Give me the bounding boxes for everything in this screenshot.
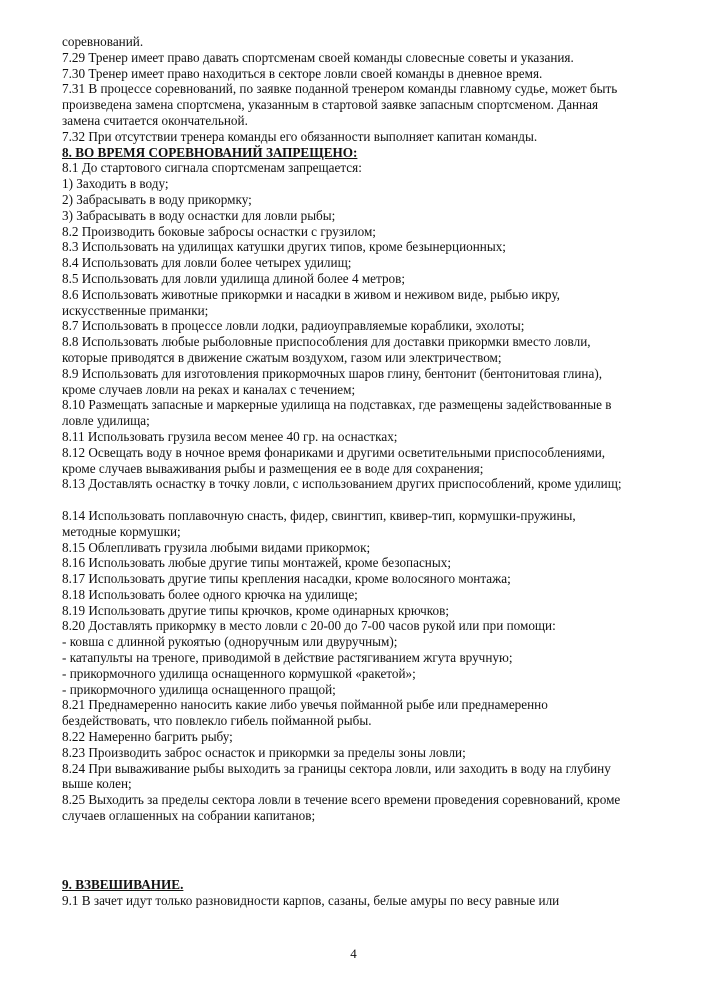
text-line: произведена замена спортсмена, указанным в стартовой заявке запасным спортсменом. Данная <box>62 97 599 113</box>
text-line: 8.12 Освещать воду в ночное время фонариками и другими осветительными приспособлениями, <box>62 444 606 460</box>
text-line: 7.30 Тренер имеет право находиться в секторе ловли своей команды в дневное время. <box>62 65 543 81</box>
document-body <box>62 34 682 908</box>
text-line: 1) Заходить в воду; <box>62 176 169 192</box>
section-8-items-part-2 <box>62 508 682 824</box>
text-line: искусственные приманки; <box>62 302 209 318</box>
text-line: 8.23 Производить заброс оснасток и прикормки за пределы зоны ловли; <box>62 744 466 760</box>
text-line: кроме случаев вываживания рыбы и размещения ее в воде для сохранения; <box>62 460 484 476</box>
text-line: 8.1 До стартового сигнала спортсменам запрещается: <box>62 160 362 176</box>
text-line: 8.6 Использовать животные прикормки и насадки в живом и неживом виде, рыбью икру, <box>62 286 560 302</box>
text-line: 7.31 В процессе соревнований, по заявке поданной тренером команды главному судье, может быть <box>62 81 618 97</box>
text-line: 8.13 Доставлять оснастку в точку ловли, с использованием других приспособлений, кроме удилищ; <box>62 476 622 492</box>
text-line: 8.5 Использовать для ловли удилища длиной более 4 метров; <box>62 270 406 286</box>
text-line: 8.7 Использовать в процессе ловли лодки, радиоуправляемые кораблики, эхолоты; <box>62 318 525 334</box>
section-9-heading: 9. ВЗВЕШИВАНИЕ. <box>62 876 184 892</box>
text-line: 8.8 Использовать любые рыболовные приспособления для доставки прикормки вместо ловли, <box>62 334 591 350</box>
text-line: 8.3 Использовать на удилищах катушки других типов, кроме безынерционных; <box>62 239 506 255</box>
text-line: 8.24 При вываживание рыбы выходить за границы сектора ловли, или заходить в воду на глубину <box>62 760 611 776</box>
text-line: 8.16 Использовать любые другие типы монтажей, кроме безопасных; <box>62 555 451 571</box>
section-8-heading: 8. ВО ВРЕМЯ СОРЕВНОВАНИЙ ЗАПРЕЩЕНО: <box>62 144 358 160</box>
text-line: 8.25 Выходить за пределы сектора ловли в течение всего времени проведения соревнований, кроме <box>62 792 621 808</box>
text-line: 8.15 Облепливать грузила любыми видами прикормок; <box>62 539 371 555</box>
text-line: 8.19 Использовать другие типы крючков, кроме одинарных крючков; <box>62 602 450 618</box>
text-line: 2) Забрасывать в воду прикормку; <box>62 191 252 207</box>
text-line: 8.10 Размещать запасные и маркерные удилища на подставках, где размещены задействованные в <box>62 397 612 413</box>
section-7-continuation <box>62 34 682 145</box>
text-line: 3) Забрасывать в воду оснастки для ловли рыбы; <box>62 207 336 223</box>
text-line: - ковша с длинной рукоятью (одноручным или двуручным); <box>62 634 398 650</box>
text-line: 8.2 Производить боковые забросы оснастки с грузилом; <box>62 223 376 239</box>
text-line: которые приводятся в движение сжатым воздухом, газом или электричеством; <box>62 349 502 365</box>
text-line: ловле удилища; <box>62 413 150 429</box>
text-line: 7.29 Тренер имеет право давать спортсменам своей команды словесные советы и указания. <box>62 49 574 65</box>
text-line: - прикормочного удилища оснащенного кормушкой «ракетой»; <box>62 665 416 681</box>
text-line: 8.22 Намеренно багрить рыбу; <box>62 729 233 745</box>
text-line: методные кормушки; <box>62 523 181 539</box>
text-line: - катапульты на треноге, приводимой в действие растягиванием жгута вручную; <box>62 650 513 666</box>
text-line: кроме случаев ловли на реках и каналах с течением; <box>62 381 356 397</box>
section-gap <box>62 824 682 877</box>
section-8-items-part-1 <box>62 160 682 492</box>
text-line: соревнований. <box>62 34 144 49</box>
text-line: выше колен; <box>62 776 132 792</box>
text-line: - прикормочного удилища оснащенного пращой; <box>62 681 336 697</box>
text-line: 8.11 Использовать грузила весом менее 40 гр. на оснастках; <box>62 428 398 444</box>
page-number: 4 <box>350 946 357 961</box>
paragraph-gap <box>62 492 682 508</box>
text-line: 9.1 В зачет идут только разновидности карпов, сазаны, белые амуры по весу равные или <box>62 892 560 908</box>
text-line: замена считается окончательной. <box>62 112 248 128</box>
text-line: 8.9 Использовать для изготовления прикормочных шаров глину, бентонит (бентонитовая глина), <box>62 365 603 381</box>
text-line: 8.18 Использовать более одного крючка на удилище; <box>62 586 358 602</box>
text-line: 7.32 При отсутствии тренера команды его обязанности выполняет капитан команды. <box>62 128 538 144</box>
text-line: бездействовать, что повлекло гибель пойманной рыбы. <box>62 713 372 729</box>
text-line: 8.21 Преднамеренно наносить какие либо увечья пойманной рыбе или преднамеренно <box>62 697 548 713</box>
text-line: случаев оглашенных на собрании капитанов; <box>62 808 316 824</box>
text-line: 8.14 Использовать поплавочную снасть, фидер, свингтип, квивер-тип, кормушки-пружины, <box>62 507 576 523</box>
text-line: 8.20 Доставлять прикормку в место ловли с 20-00 до 7-00 часов рукой или при помощи: <box>62 618 556 634</box>
text-line: 8.17 Использовать другие типы крепления насадки, кроме волосяного монтажа; <box>62 571 511 587</box>
section-9-items <box>62 893 682 909</box>
text-line: 8.4 Использовать для ловли более четырех удилищ; <box>62 255 352 271</box>
